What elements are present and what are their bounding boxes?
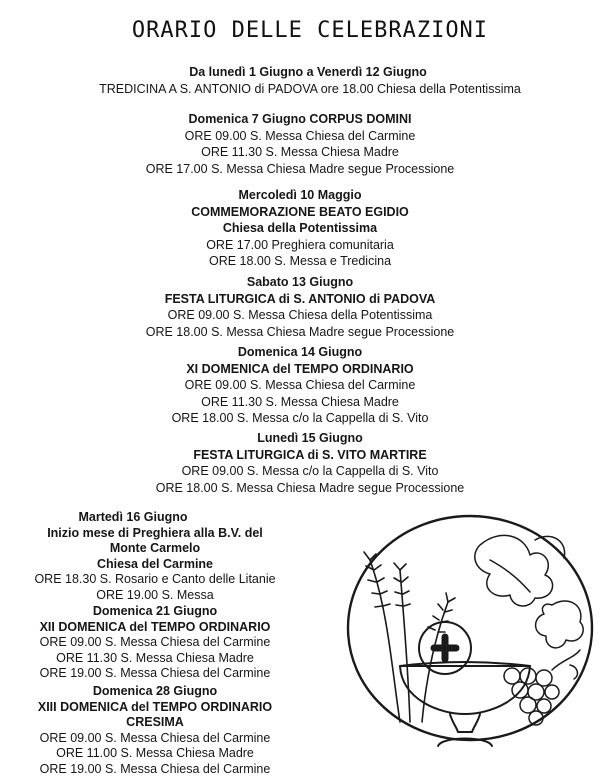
block-heading: Domenica 28 Giugno bbox=[92, 684, 218, 698]
block-heading: FESTA LITURGICA di S. VITO MARTIRE bbox=[193, 447, 427, 462]
grapes-icon bbox=[504, 650, 580, 725]
block-line: ORE 18.00 S. Messa e Tredicina bbox=[208, 254, 392, 268]
block-line: ORE 09.00 S. Messa Chiesa del Carmine bbox=[39, 635, 271, 649]
block-line: ORE 17.00 S. Messa Chiesa Madre segue Processione bbox=[145, 161, 455, 176]
block-line: ORE 09.00 S. Messa c/o la Cappella di S. Vito bbox=[181, 464, 439, 478]
wheat-icon bbox=[364, 552, 455, 722]
block-heading: Chiesa della Potentissima bbox=[222, 221, 378, 235]
block-heading: Lunedì 15 Giugno bbox=[257, 431, 363, 445]
block-line: ORE 09.00 S. Messa Chiesa del Carmine bbox=[184, 128, 416, 143]
block-heading: Inizio mese di Preghiera alla B.V. del bbox=[47, 525, 263, 540]
eucharist-illustration bbox=[330, 500, 600, 750]
block-line: ORE 11.30 S. Messa Chiesa Madre bbox=[201, 394, 399, 409]
block-line: ORE 19.00 S. Messa Chiesa del Carmine bbox=[39, 666, 271, 680]
schedule-block-2 bbox=[120, 111, 480, 177]
block-line: ORE 09.00 S. Messa Chiesa del Carmine bbox=[39, 730, 271, 745]
block-line: ORE 18.00 S. Messa Chiesa Madre segue Processione bbox=[145, 324, 455, 339]
block-heading: Domenica 14 Giugno bbox=[237, 345, 363, 359]
page-title: ORARIO DELLE CELEBRAZIONI bbox=[131, 18, 489, 43]
block-line: ORE 09.00 S. Messa Chiesa del Carmine bbox=[184, 378, 416, 392]
block-line: ORE 11.00 S. Messa Chiesa Madre bbox=[56, 746, 254, 760]
block-heading: Martedì 16 Giugno bbox=[78, 510, 188, 524]
schedule-block-5 bbox=[120, 344, 480, 427]
schedule-left-block-2 bbox=[20, 604, 290, 682]
block-line: ORE 09.00 S. Messa Chiesa della Potentissima bbox=[167, 308, 433, 322]
block-heading: Domenica 7 Giugno CORPUS DOMINI bbox=[188, 112, 412, 126]
block-heading: COMMEMORAZIONE BEATO EGIDIO bbox=[191, 204, 409, 219]
block-line: ORE 11.30 S. Messa Chiesa Madre bbox=[201, 145, 399, 159]
block-line: ORE 19.00 S. Messa Chiesa del Carmine bbox=[39, 761, 271, 776]
block-heading: Monte Carmelo bbox=[109, 541, 201, 555]
schedule-left-block-3 bbox=[20, 684, 290, 777]
frame-circle-icon bbox=[348, 516, 592, 740]
block-heading: Domenica 21 Giugno bbox=[92, 604, 218, 618]
block-heading: FESTA LITURGICA di S. ANTONIO di PADOVA bbox=[164, 291, 436, 306]
block-heading: XII DOMENICA del TEMPO ORDINARIO bbox=[39, 619, 271, 634]
block-line: ORE 18.30 S. Rosario e Canto delle Litanie bbox=[34, 572, 276, 586]
block-line: ORE 11.30 S. Messa Chiesa Madre bbox=[56, 650, 254, 665]
schedule-block-4 bbox=[120, 274, 480, 340]
block-heading: CRESIMA bbox=[126, 715, 184, 729]
block-line: ORE 18.00 S. Messa Chiesa Madre segue Processione bbox=[155, 480, 465, 495]
block-heading: XI DOMENICA del TEMPO ORDINARIO bbox=[186, 361, 414, 376]
block-heading: XIII DOMENICA del TEMPO ORDINARIO bbox=[37, 699, 273, 714]
schedule-left-block-1 bbox=[20, 510, 290, 603]
schedule-block-1 bbox=[0, 64, 600, 97]
block-heading: Sabato 13 Giugno bbox=[246, 275, 354, 289]
schedule-block-3 bbox=[150, 187, 450, 270]
block-line: TREDICINA A S. ANTONIO di PADOVA ore 18.00 Chiesa della Potentissima bbox=[99, 81, 521, 96]
block-line: ORE 19.00 S. Messa bbox=[96, 587, 214, 602]
block-heading: Da lunedì 1 Giugno a Venerdì 12 Giugno bbox=[189, 65, 427, 79]
vine-leaf-icon bbox=[475, 535, 583, 647]
block-line: ORE 18.00 S. Messa c/o la Cappella di S. Vito bbox=[171, 411, 429, 425]
block-line: ORE 17.00 Preghiera comunitaria bbox=[206, 237, 394, 252]
block-heading: Mercoledì 10 Maggio bbox=[238, 188, 362, 202]
schedule-block-6 bbox=[130, 430, 490, 496]
block-heading: Chiesa del Carmine bbox=[96, 556, 213, 571]
